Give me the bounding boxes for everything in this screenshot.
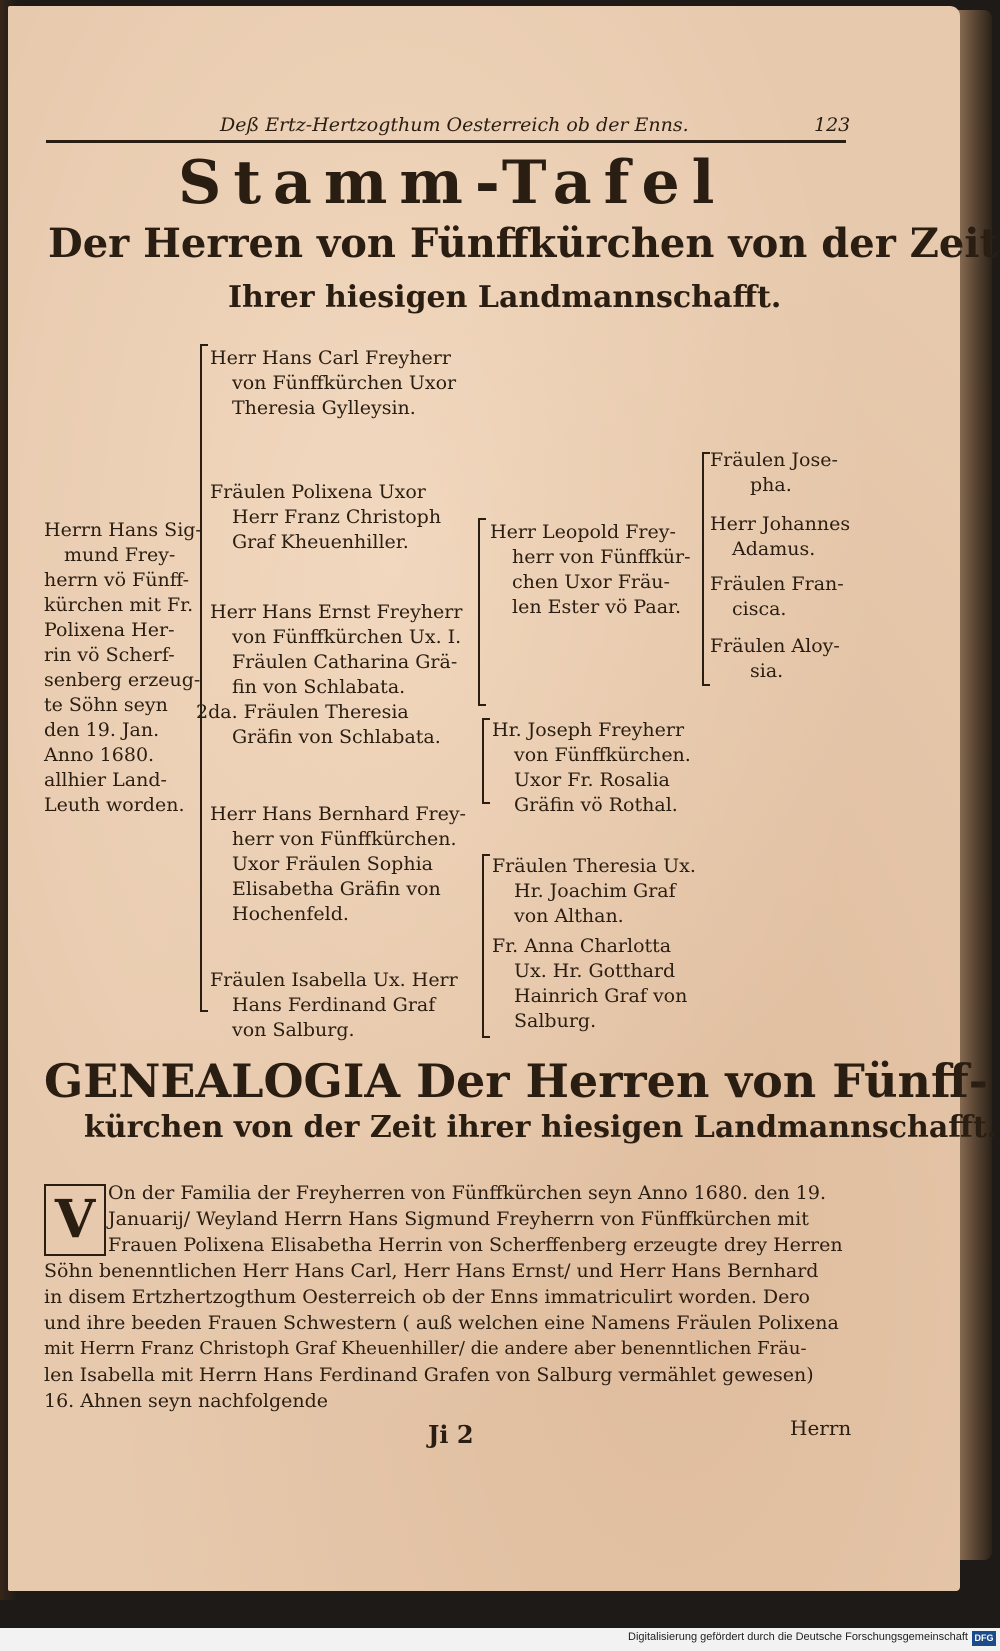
grandchild-4 xyxy=(492,934,702,1034)
tree-root-line: senberg erzeug- xyxy=(44,669,201,691)
great-grandchild-1 xyxy=(710,448,860,498)
child-line: Herr Hans Ernst Freyherr xyxy=(210,601,463,623)
body-line: Frauen Polixena Elisabetha Herrin von Scherffenberg erzeugte drey Herren xyxy=(108,1234,843,1256)
child-2 xyxy=(210,480,480,555)
great-grandchild-line: Fräulen Jose- xyxy=(710,449,838,471)
great-grandchild-line: Fräulen Fran- xyxy=(710,573,844,595)
title-line-2: Der Herren von Fünffkürchen von der Zeit xyxy=(48,220,999,267)
decorated-initial: V xyxy=(44,1184,106,1256)
book-page xyxy=(8,6,999,1591)
grandchildren-bracket-ernst xyxy=(478,518,480,706)
child-line: Fräulen Catharina Grä- xyxy=(232,651,458,673)
child-line: von Fünffkürchen Uxor xyxy=(232,372,457,394)
tree-root-line: te Söhn seyn xyxy=(44,694,168,716)
child-3 xyxy=(196,600,480,750)
body-line: Januarij/ Weyland Herrn Hans Sigmund Freyherrn von Fünffkürchen mit xyxy=(108,1208,809,1230)
body-line: mit Herrn Franz Christoph Graf Kheuenhiller/ die andere aber benenntlichen Fräu- xyxy=(44,1338,807,1359)
body-line: On der Familia der Freyherren von Fünffkürchen seyn Anno 1680. den 19. xyxy=(108,1182,827,1204)
child-line: von Fünffkürchen Ux. I. xyxy=(232,626,462,648)
child-line: Uxor Fräulen Sophia xyxy=(232,853,433,875)
title-line-3: Ihrer hiesigen Landmannschafft. xyxy=(228,280,782,315)
dfg-logo: DFG xyxy=(972,1631,996,1646)
great-grandchild-3 xyxy=(710,572,860,622)
genealogia-heading-2: kürchen von der Zeit ihrer hiesigen Landmannschafft. xyxy=(84,1110,998,1145)
child-4 xyxy=(210,802,480,927)
child-line: fin von Schlabata. xyxy=(232,676,406,698)
body-line: in disem Ertzhertzogthum Oesterreich ob der Enns immatriculirt worden. Dero xyxy=(44,1286,810,1308)
body-line: Söhn benenntlichen Herr Hans Carl, Herr Hans Ernst/ und Herr Hans Bernhard xyxy=(44,1260,819,1282)
tree-root-line: Herrn Hans Sig- xyxy=(44,519,202,541)
tree-root-line: allhier Land- xyxy=(44,769,167,791)
page-number: 123 xyxy=(814,114,851,136)
great-grandchild-line: Adamus. xyxy=(732,538,816,560)
running-head: Deß Ertz-Hertzogthum Oesterreich ob der Enns. xyxy=(220,114,689,136)
funding-note: Digitalisierung gefördert durch die Deutsche Forschungsgemeinschaft xyxy=(628,1631,968,1643)
tree-root-line: herrn vö Fünff- xyxy=(44,569,190,591)
grandchild-line: Hr. Joseph Freyherr xyxy=(492,719,685,741)
child-line: Hochenfeld. xyxy=(232,903,349,925)
signature-mark: Ji 2 xyxy=(428,1420,474,1449)
great-grandchild-2 xyxy=(710,512,860,562)
catchword: Herrn xyxy=(790,1416,852,1440)
child-5 xyxy=(210,968,480,1043)
grandchild-line: herr von Fünffkür- xyxy=(512,546,691,568)
child-line: Herr Hans Carl Freyherr xyxy=(210,347,451,369)
children-bracket xyxy=(200,344,202,1012)
great-grandchildren-bracket xyxy=(702,452,704,686)
grandchild-line: Herr Leopold Frey- xyxy=(490,521,676,543)
grandchild-line: Uxor Fr. Rosalia xyxy=(514,769,670,791)
body-line: 16. Ahnen seyn nachfolgende xyxy=(44,1390,329,1412)
grandchild-line: Ux. Hr. Gotthard xyxy=(514,960,676,982)
child-line: von Salburg. xyxy=(232,1019,355,1041)
grandchild-line: chen Uxor Fräu- xyxy=(512,571,670,593)
great-grandchild-4 xyxy=(710,634,860,684)
child-line: Elisabetha Gräfin von xyxy=(232,878,441,900)
child-line: Theresia Gylleysin. xyxy=(232,397,416,419)
tree-root-line: kürchen mit Fr. xyxy=(44,594,194,616)
child-line: Herr Franz Christoph xyxy=(232,506,442,528)
footer-bar xyxy=(0,1628,1000,1651)
body-line: len Isabella mit Herrn Hans Ferdinand Grafen von Salburg vermählet gewesen) xyxy=(44,1364,814,1386)
child-1 xyxy=(210,346,480,421)
tree-root-line: Polixena Her- xyxy=(44,619,175,641)
tree-root-line: rin vö Scherf- xyxy=(44,644,175,666)
grandchild-3 xyxy=(492,854,702,929)
child-line: Gräfin von Schlabata. xyxy=(232,726,441,748)
header-rule xyxy=(46,140,846,143)
great-grandchild-line: sia. xyxy=(750,660,784,682)
child-line: Graf Kheuenhiller. xyxy=(232,531,409,553)
grandchild-2 xyxy=(492,718,702,818)
grandchild-line: von Althan. xyxy=(514,905,624,927)
great-grandchild-line: pha. xyxy=(750,474,792,496)
grandchild-line: Fräulen Theresia Ux. xyxy=(492,855,696,877)
tree-root-line: Anno 1680. xyxy=(44,744,155,766)
grandchild-1 xyxy=(490,520,700,620)
tree-root-line: mund Frey- xyxy=(64,544,176,566)
great-grandchild-line: cisca. xyxy=(732,598,787,620)
tree-root-line: Leuth worden. xyxy=(44,794,185,816)
grandchild-line: len Ester vö Paar. xyxy=(512,596,682,618)
grandchild-line: Hr. Joachim Graf xyxy=(514,880,676,902)
child-line: Herr Hans Bernhard Frey- xyxy=(210,803,466,825)
child-line: Fräulen Polixena Uxor xyxy=(210,481,426,503)
child-line: Fräulen Isabella Ux. Herr xyxy=(210,969,458,991)
grandchildren-bracket-ernst-2 xyxy=(482,718,484,804)
genealogia-heading-1: GENEALOGIA Der Herren von Fünff- xyxy=(44,1054,988,1108)
grandchild-line: Hainrich Graf von xyxy=(514,985,688,1007)
grandchild-line: Salburg. xyxy=(514,1010,597,1032)
tree-root-line: den 19. Jan. xyxy=(44,719,160,741)
tree-root xyxy=(44,518,202,818)
great-grandchild-line: Herr Johannes xyxy=(710,513,851,535)
grandchild-line: von Fünffkürchen. xyxy=(514,744,691,766)
grandchild-line: Gräfin vö Rothal. xyxy=(514,794,678,816)
title-line-1: Stamm-Tafel xyxy=(178,148,727,218)
grandchildren-bracket-bernhard xyxy=(482,854,484,1038)
child-line: Hans Ferdinand Graf xyxy=(232,994,436,1016)
child-line: herr von Fünffkürchen. xyxy=(232,828,457,850)
child-line: 2da. Fräulen Theresia xyxy=(196,701,409,723)
great-grandchild-line: Fräulen Aloy- xyxy=(710,635,840,657)
grandchild-line: Fr. Anna Charlotta xyxy=(492,935,672,957)
body-line: und ihre beeden Frauen Schwestern ( auß welchen eine Namens Fräulen Polixena xyxy=(44,1312,839,1334)
